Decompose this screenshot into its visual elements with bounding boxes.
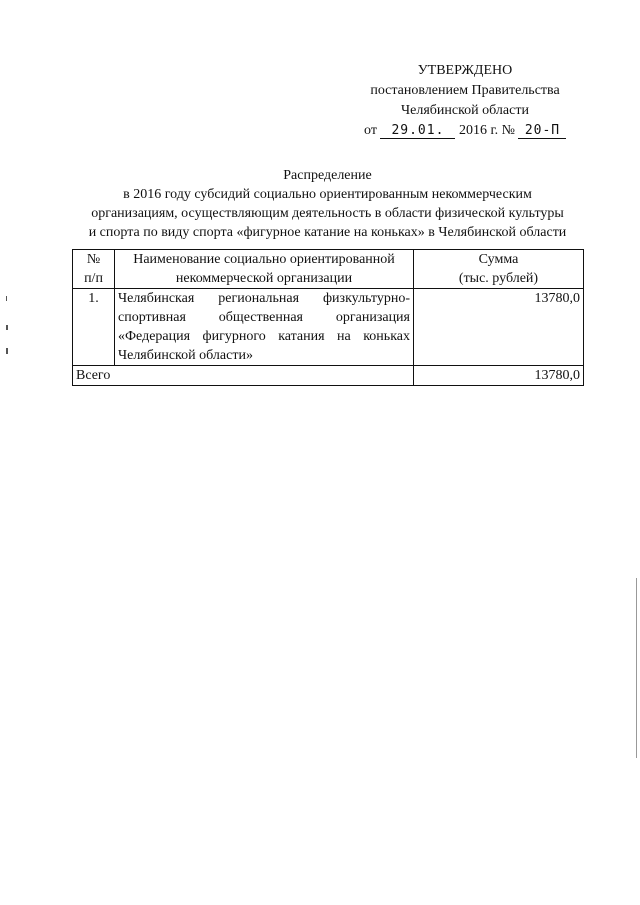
header-sum: Сумма (тыс. рублей) xyxy=(414,250,584,289)
table-total-row xyxy=(73,366,584,386)
document-heading xyxy=(60,166,595,242)
table-header-row xyxy=(73,250,584,289)
scan-mark xyxy=(6,296,7,301)
heading-line-2: организациям, осуществляющим деятельность в области физической культуры xyxy=(91,206,564,221)
total-sum: 13780,0 xyxy=(414,366,584,386)
scan-mark xyxy=(636,578,637,758)
scan-mark xyxy=(6,325,8,330)
table-row xyxy=(73,289,584,366)
handwritten-number: 20-П xyxy=(518,123,566,139)
total-label: Всего xyxy=(73,366,414,386)
approval-line-2: Челябинской области xyxy=(401,103,529,118)
handwritten-date: 29.01. xyxy=(380,123,455,139)
distribution-table xyxy=(72,249,584,386)
header-num: № п/п xyxy=(73,250,115,289)
row-num: 1. xyxy=(73,289,115,366)
approval-stamp xyxy=(350,61,580,141)
scan-mark xyxy=(6,348,8,354)
approval-title: УТВЕРЖДЕНО xyxy=(417,63,513,78)
date-prefix: от xyxy=(364,123,377,138)
approval-date-line xyxy=(350,121,580,141)
heading-line-3: и спорта по виду спорта «фигурное катание на коньках» в Челябинской области xyxy=(88,225,567,240)
header-name: Наименование социально ориентированной некоммерческой организации xyxy=(115,250,414,289)
heading-title: Распределение xyxy=(283,168,372,183)
row-name: Челябинская региональная физкультурно-спортивная общественная организация «Федерация фигурного катания на коньках Челябинской области» xyxy=(115,289,414,366)
year-text: 2016 г. № xyxy=(458,123,515,138)
heading-line-1: в 2016 году субсидий социально ориентированным некоммерческим xyxy=(123,187,532,202)
row-sum: 13780,0 xyxy=(414,289,584,366)
approval-line-1: постановлением Правительства xyxy=(370,83,560,98)
